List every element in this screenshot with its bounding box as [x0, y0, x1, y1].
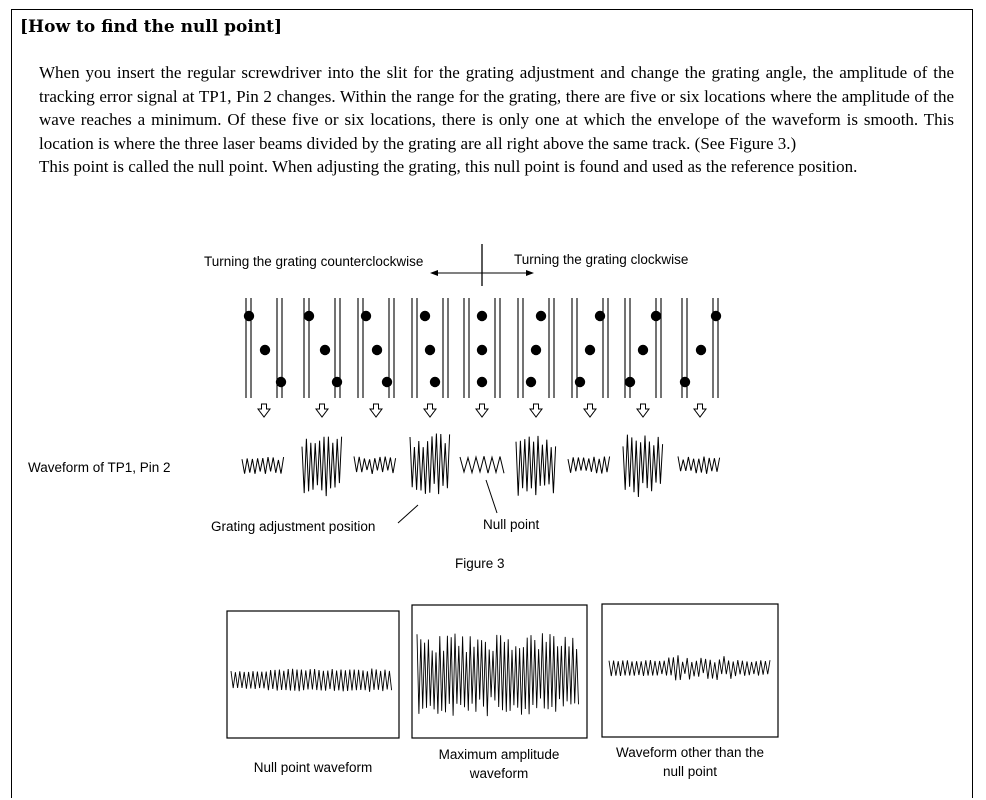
laser-beam-dot [382, 377, 392, 387]
track-group [242, 298, 286, 474]
laser-beam-dot [332, 377, 342, 387]
laser-beam-dot [430, 377, 440, 387]
down-arrow-icon [694, 404, 706, 417]
laser-beam-dot [372, 345, 382, 355]
laser-beam-dot [244, 311, 254, 321]
waveform-trace [460, 456, 504, 473]
grating-pointer-line [398, 505, 418, 523]
laser-beam-dot [320, 345, 330, 355]
label-null-point: Null point [483, 517, 540, 532]
track-group [516, 298, 556, 496]
laser-beam-dot [625, 377, 635, 387]
down-arrow-icon [637, 404, 649, 417]
waveform-trace [242, 457, 284, 474]
laser-beam-dot [536, 311, 546, 321]
label-clockwise: Turning the grating clockwise [514, 252, 689, 267]
track-groups [242, 298, 721, 497]
waveform-trace [516, 436, 556, 496]
track-group [410, 298, 450, 494]
caption-max-amplitude-line2: waveform [469, 766, 529, 781]
laser-beam-dot [595, 311, 605, 321]
laser-beam-dot [585, 345, 595, 355]
laser-beam-dot [531, 345, 541, 355]
down-arrow-icon [370, 404, 382, 417]
track-group [623, 298, 663, 497]
laser-beam-dot [276, 377, 286, 387]
caption-max-amplitude-line1: Maximum amplitude [438, 747, 560, 762]
laser-beam-dot [477, 377, 487, 387]
caption-other-waveform-line1: Waveform other than the [615, 745, 765, 760]
paragraph-2: This point is called the null point. When adjusting the grating, this null point is found and used as the reference position. [39, 157, 858, 177]
laser-beam-dot [420, 311, 430, 321]
laser-beam-dot [711, 311, 721, 321]
caption-other-waveform-line2: null point [662, 764, 718, 779]
laser-beam-dot [638, 345, 648, 355]
laser-beam-dot [361, 311, 371, 321]
track-group [678, 298, 721, 474]
down-arrow-icon [316, 404, 328, 417]
down-arrow-icon [476, 404, 488, 417]
waveform-trace [623, 435, 663, 497]
laser-beam-dot [477, 345, 487, 355]
down-arrow-icon [258, 404, 270, 417]
laser-beam-dot [304, 311, 314, 321]
track-group [460, 298, 504, 473]
down-arrow-icon [424, 404, 436, 417]
panel-other-waveform [602, 604, 778, 737]
track-group [302, 298, 342, 496]
laser-beam-dot [526, 377, 536, 387]
caption-null-point-waveform: Null point waveform [253, 760, 373, 775]
null-point-pointer-line [486, 480, 497, 513]
label-counterclockwise: Turning the grating counterclockwise [204, 254, 424, 269]
section-heading: [How to find the null point] [20, 17, 283, 37]
label-grating-adjustment-position: Grating adjustment position [211, 519, 376, 534]
track-group [354, 298, 396, 474]
laser-beam-dot [260, 345, 270, 355]
waveform-trace [410, 434, 450, 495]
laser-beam-dot [651, 311, 661, 321]
laser-beam-dot [425, 345, 435, 355]
figure-caption: Figure 3 [455, 556, 505, 571]
track-group [568, 298, 610, 474]
paragraph-1: When you insert the regular screwdriver into the slit for the grating adjustment and change the grating angle, the amplitude of the tracking error signal at TP1, Pin 2 changes. Within the range for the grating, there are five or six locations where the amplitude of the wave reaches a minimum. Of these five or six locations, there is only one at which the envelope of the waveform is smooth. This location is where the three laser beams divided by the grating are all right above the same track. (See Figure 3.) [39, 63, 954, 153]
waveform-trace [678, 456, 720, 473]
laser-beam-dot [680, 377, 690, 387]
waveform-trace [302, 437, 342, 496]
down-arrow-icon [584, 404, 596, 417]
laser-beam-dot [575, 377, 585, 387]
down-arrow-icon [530, 404, 542, 417]
label-waveform-tp1: Waveform of TP1, Pin 2 [28, 460, 171, 475]
laser-beam-dot [477, 311, 487, 321]
laser-beam-dot [696, 345, 706, 355]
waveform-trace [354, 456, 396, 474]
waveform-trace [568, 457, 610, 474]
